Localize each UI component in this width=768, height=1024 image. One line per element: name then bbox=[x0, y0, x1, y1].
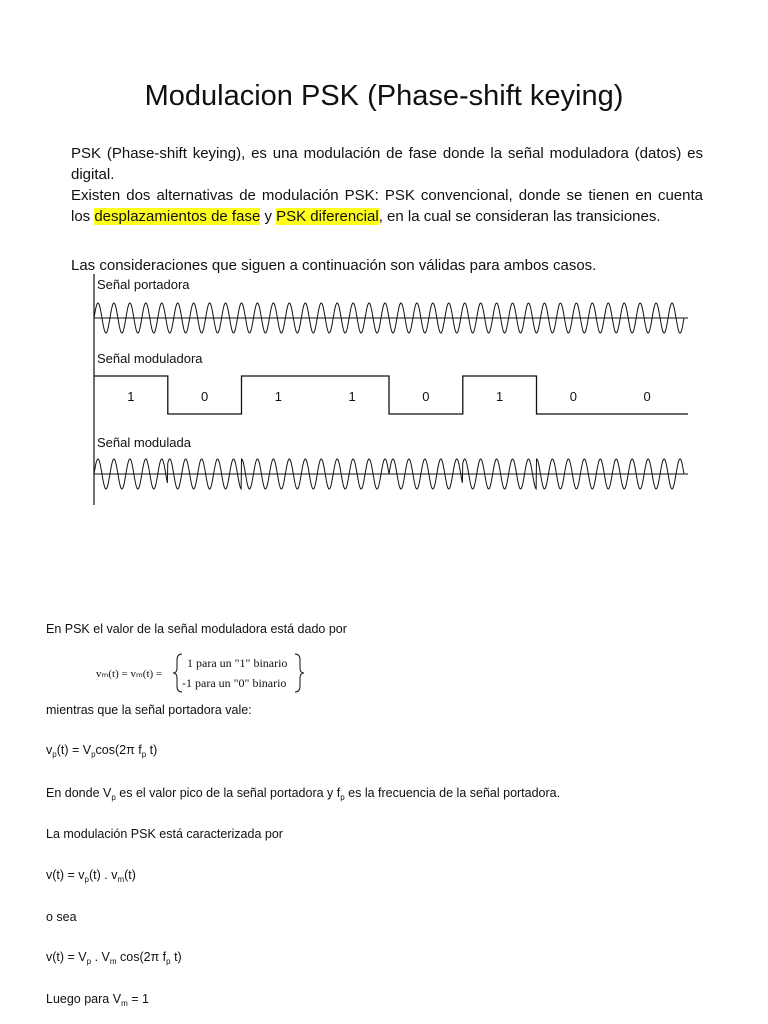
bit-label-1: 0 bbox=[200, 389, 209, 404]
carrier-label: Señal portadora bbox=[97, 277, 190, 292]
body-line-4: La modulación PSK está caracterizada por bbox=[46, 827, 283, 841]
bit-label-5: 1 bbox=[495, 389, 504, 404]
body-line-1: En PSK el valor de la señal moduladora está dado por bbox=[46, 622, 347, 636]
formula-case-1: 1 para un "1" binario bbox=[187, 656, 288, 670]
eq1-part-b: (t) = V bbox=[56, 743, 92, 757]
eq3-part-a: v(t) = V bbox=[46, 950, 87, 964]
intro-paragraph-1: PSK (Phase-shift keying), es una modulación de fase donde la señal moduladora (datos) es digital. bbox=[71, 145, 703, 183]
intro-paragraph-2 bbox=[71, 185, 703, 227]
eq3-part-c: cos(2π f bbox=[116, 950, 167, 964]
eq3-sub-3: p bbox=[166, 957, 171, 966]
l3-sub-2: p bbox=[340, 793, 345, 802]
eq1-sub-1: p bbox=[52, 750, 57, 759]
eq3-part-d: t) bbox=[170, 950, 182, 964]
eq3-part-b: . V bbox=[91, 950, 110, 964]
eq1-part-c: cos(2π f bbox=[95, 743, 142, 757]
eq1-sub-2: p bbox=[91, 750, 96, 759]
bit-label-2: 1 bbox=[274, 389, 283, 404]
body-line-3 bbox=[46, 786, 560, 802]
formula-lhs: vₘ(t) = vₘ(t) = bbox=[96, 668, 163, 680]
eq2-part-c: (t) bbox=[124, 868, 136, 882]
eq3-sub-1: p bbox=[86, 957, 92, 966]
modulating-label: Señal moduladora bbox=[97, 351, 203, 366]
formula-left-brace bbox=[173, 654, 182, 692]
equation-carrier bbox=[46, 743, 157, 759]
l3-part-c: es la frecuencia de la señal portadora. bbox=[344, 786, 561, 800]
equation-product bbox=[46, 868, 136, 884]
body-line-5: o sea bbox=[46, 910, 77, 924]
eq1-part-a: v bbox=[46, 743, 53, 757]
bit-label-0: 1 bbox=[127, 389, 135, 404]
psk-waveform-figure bbox=[0, 272, 768, 512]
eq3-sub-2: m bbox=[109, 957, 117, 966]
body-line-6 bbox=[46, 992, 149, 1008]
l6-sub-1: m bbox=[121, 999, 128, 1008]
eq2-sub-1: p bbox=[84, 875, 89, 884]
intro-paragraph-3: Las consideraciones que siguen a continuación son válidas para ambos casos. bbox=[71, 257, 597, 274]
l3-part-b: es el valor pico de la señal portadora y f bbox=[115, 786, 341, 800]
eq1-part-d: t) bbox=[146, 743, 158, 757]
bit-label-4: 0 bbox=[422, 389, 430, 404]
intro-text-a: Existen dos alternativas de modulación PSK: PSK convencional, donde se tienen en cuenta los bbox=[71, 187, 703, 225]
highlight-psk-diferencial: PSK diferencial bbox=[276, 208, 379, 225]
l3-part-a: En donde V bbox=[46, 786, 112, 800]
l6-part-b: = 1 bbox=[127, 992, 149, 1006]
eq1-sub-3: p bbox=[141, 750, 147, 759]
body-line-2: mientras que la señal portadora vale: bbox=[46, 703, 252, 717]
page-title: Modulacion PSK (Phase-shift keying) bbox=[144, 80, 624, 112]
intro-text-c: , en la cual se consideran las transiciones. bbox=[378, 208, 661, 225]
bit-label-3: 1 bbox=[348, 389, 356, 404]
equation-expanded bbox=[46, 950, 182, 966]
formula-modulating-signal bbox=[96, 650, 316, 696]
modulating-wave bbox=[94, 376, 688, 414]
eq2-sub-2: m bbox=[117, 875, 125, 884]
highlight-desplazamientos: desplazamientos de fase bbox=[94, 208, 261, 225]
eq2-part-b: (t) . v bbox=[89, 868, 118, 882]
formula-case-2: -1 para un "0" binario bbox=[182, 676, 287, 690]
l6-part-a: Luego para V bbox=[46, 992, 122, 1006]
l3-sub-1: p bbox=[111, 793, 116, 802]
modulated-label: Señal modulada bbox=[97, 435, 191, 450]
formula-right-brace bbox=[295, 654, 304, 692]
bit-label-7: 0 bbox=[643, 389, 651, 404]
eq2-part-a: v(t) = v bbox=[46, 868, 85, 882]
bit-label-6: 0 bbox=[569, 389, 578, 404]
intro-text-b: y bbox=[260, 208, 277, 225]
